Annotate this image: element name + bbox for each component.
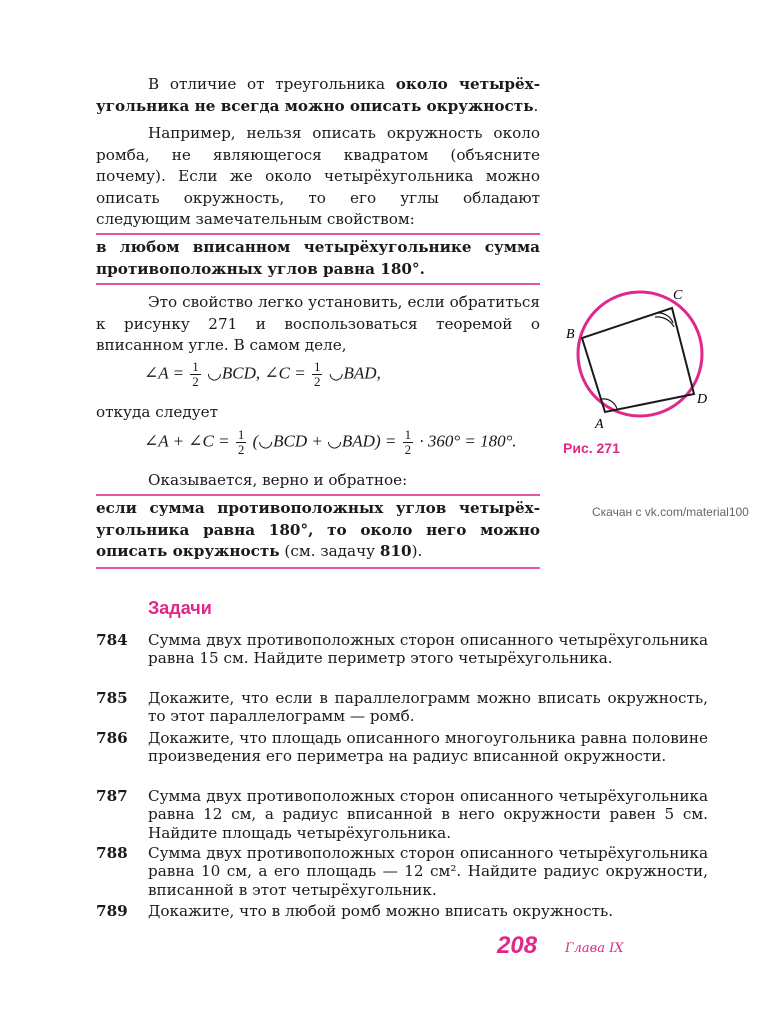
fraction-denominator: 2	[404, 442, 412, 457]
formula-angles	[144, 360, 381, 389]
fraction-numerator: 1	[237, 427, 245, 442]
vertex-label-c: C	[673, 288, 683, 303]
watermark: Скачан с vk.com/material100	[592, 505, 749, 519]
section-title: Задачи	[148, 598, 212, 618]
task-number: 784	[96, 631, 128, 649]
formula1-part-a: ∠A =	[144, 363, 189, 383]
task-item	[96, 689, 708, 726]
task-item	[96, 844, 708, 899]
task-item	[96, 729, 708, 766]
vertex-label-d: D	[697, 392, 708, 407]
page-number: 208	[497, 932, 538, 959]
fraction-half	[190, 360, 201, 389]
fraction-denominator: 2	[192, 374, 199, 389]
theorem2-end: ).	[411, 542, 423, 560]
consequence-text: откуда следует	[96, 403, 219, 421]
theorem2-task-ref: 810	[379, 542, 412, 560]
theorem2-bold: если сумма противоположных углов четырёхугольника равна 180°, то около него можно описать окружность	[96, 499, 540, 560]
task-item	[96, 787, 708, 842]
theorem2-ref-text: (см. задачу	[279, 542, 380, 560]
task-number: 786	[96, 729, 128, 747]
task-item	[96, 631, 708, 668]
vertex-label-b: B	[566, 327, 575, 342]
theorem-inscribed: в любом вписанном четырёхугольнике сумма противоположных углов равна 180°.	[96, 238, 540, 278]
task-text: Сумма двух противоположных сторон описанного четырёхугольника равна 12 см, а радиус вписанной в него окружности равен 5 см. Найдите площадь четырёхугольника.	[148, 787, 708, 842]
quadrilateral-abcd	[582, 308, 694, 412]
theorem-rule-top	[96, 233, 540, 235]
formula1-part-c: ◡BAD,	[324, 363, 381, 383]
task-number: 785	[96, 689, 128, 707]
converse-intro: Оказывается, верно и обратное:	[148, 471, 408, 489]
figure-inscribed-quadrilateral	[563, 282, 718, 432]
fraction-denominator: 2	[313, 374, 321, 389]
vertex-label-a: A	[595, 417, 604, 432]
chapter-label: Глава IX	[565, 941, 624, 956]
fraction-half	[236, 428, 247, 457]
task-text: Докажите, что если в параллелограмм можно вписать окружность, то этот параллелограмм — ромб.	[148, 689, 708, 726]
task-number: 788	[96, 844, 128, 862]
intro-text: В отличие от треугольника	[148, 75, 396, 93]
intro-period: .	[533, 96, 539, 115]
formula-sum	[144, 428, 517, 457]
intro-paragraph	[96, 74, 540, 117]
proof-paragraph: Это свойство легко установить, если обратиться к рисунку 271 и воспользоваться теоремой о вписанном угле. В самом деле,	[96, 293, 540, 354]
theorem-converse	[96, 498, 540, 563]
fraction-half	[403, 428, 414, 457]
formula2-part-b: (◡BCD + ◡BAD) =	[248, 431, 401, 451]
fraction-numerator: 1	[313, 359, 321, 374]
task-number: 789	[96, 902, 128, 920]
intro-bold-text: около четырёхугольника не всегда можно описать окружность	[96, 75, 540, 115]
fraction-denominator: 2	[237, 442, 245, 457]
task-item	[96, 902, 708, 920]
formula2-part-a: ∠A + ∠C =	[144, 431, 234, 451]
task-text: Сумма двух противоположных сторон описанного четырёхугольника равна 10 см, а его площадь — 12 см². Найдите радиус окружности, вписанной в этот четырёхугольник.	[148, 844, 708, 899]
theorem2-rule-bottom	[96, 567, 540, 569]
fraction-numerator: 1	[404, 427, 412, 442]
task-text: Сумма двух противоположных сторон описанного четырёхугольника равна 15 см. Найдите периметр этого четырёхугольника.	[148, 631, 708, 668]
figure-caption: Рис. 271	[563, 440, 620, 456]
task-text: Докажите, что площадь описанного многоугольника равна половине произведения его периметра на радиус вписанной окружности.	[148, 729, 708, 766]
fraction-half	[312, 360, 323, 389]
example-paragraph: Например, нельзя описать окружность около ромба, не являющегося квадратом (объясните почему). Если же около четырёхугольника можно описать окружность, то его углы обладают следующим замечательным свойством:	[96, 124, 540, 228]
task-number: 787	[96, 787, 128, 805]
formula2-part-c: · 360° = 180°.	[415, 431, 517, 451]
angle-c-arc	[658, 313, 673, 323]
theorem2-rule-top	[96, 494, 540, 496]
fraction-numerator: 1	[192, 359, 199, 374]
formula1-part-b: ◡BCD, ∠C =	[202, 363, 310, 383]
theorem-rule-bottom	[96, 283, 540, 285]
task-text: Докажите, что в любой ромб можно вписать окружность.	[148, 902, 614, 920]
